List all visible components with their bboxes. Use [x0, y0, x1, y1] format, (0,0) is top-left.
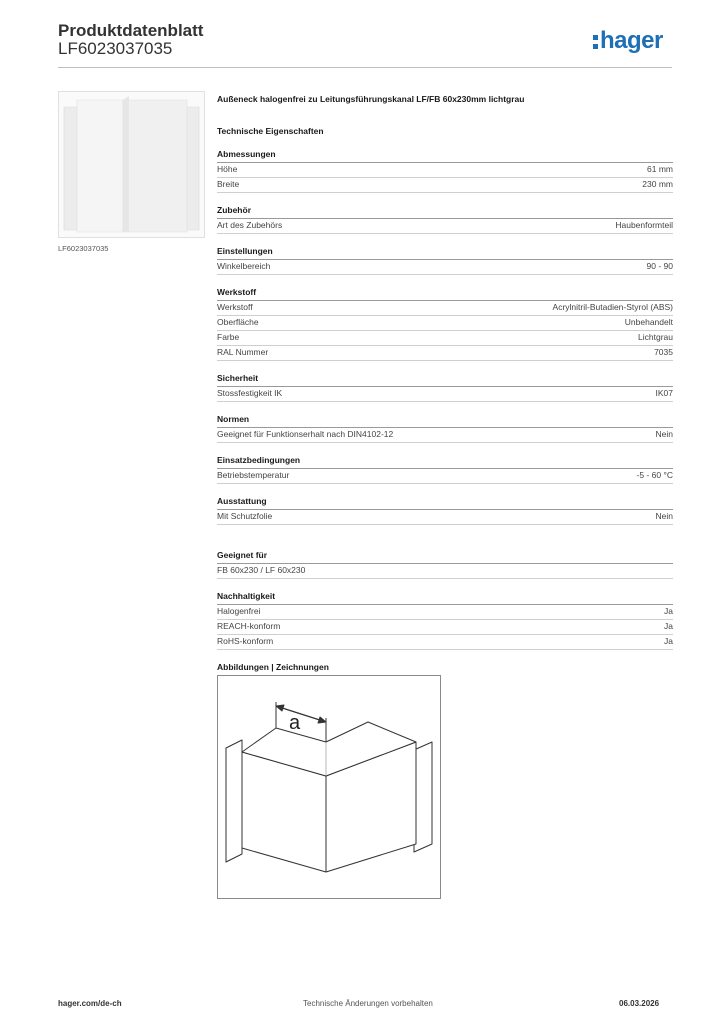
table-row [217, 605, 673, 620]
row-value: IK07 [655, 388, 673, 398]
product-description: Außeneck halogenfrei zu Leitungsführungskanal LF/FB 60x230mm lichtgrau [217, 94, 525, 104]
section-title: Abmessungen [217, 149, 673, 163]
property-section [217, 149, 673, 193]
row-label: Höhe [217, 164, 238, 174]
property-section [217, 455, 673, 484]
row-value: 230 mm [642, 179, 673, 189]
row-value: Unbehandelt [624, 317, 673, 327]
row-label: Halogenfrei [217, 606, 261, 616]
row-value: Acrylnitril-Butadien-Styrol (ABS) [552, 302, 673, 312]
row-label: Betriebstemperatur [217, 470, 290, 480]
row-value: 90 - 90 [646, 261, 673, 271]
row-value: 7035 [654, 347, 673, 357]
section-title: Nachhaltigkeit [217, 591, 673, 605]
table-row [217, 346, 673, 361]
table-row [217, 510, 673, 525]
table-row [217, 428, 673, 443]
row-value: -5 - 60 °C [636, 470, 673, 480]
table-row [217, 635, 673, 650]
table-row [217, 301, 673, 316]
dimension-label: a [289, 712, 301, 734]
footer-date: 06.03.2026 [619, 999, 660, 1008]
property-section [217, 246, 673, 275]
main-content [217, 94, 673, 672]
drawings-title: Abbildungen | Zeichnungen [217, 662, 329, 672]
header-divider [58, 67, 672, 68]
row-value: Ja [664, 636, 673, 646]
row-value: 61 mm [647, 164, 673, 174]
table-row [217, 331, 673, 346]
property-section [217, 373, 673, 402]
row-label: RAL Nummer [217, 347, 269, 357]
product-image-caption: LF6023037035 [58, 244, 109, 253]
product-image [58, 91, 205, 238]
row-value: Ja [664, 621, 673, 631]
technical-drawing [217, 675, 441, 899]
table-row [217, 316, 673, 331]
row-label: Breite [217, 179, 240, 189]
row-label: Farbe [217, 332, 240, 342]
section-title: Sicherheit [217, 373, 673, 387]
row-label: Winkelbereich [217, 261, 271, 271]
table-row [217, 260, 673, 275]
row-label: Stossfestigkeit IK [217, 388, 283, 398]
property-section [217, 287, 673, 361]
row-label: REACH-konform [217, 621, 281, 631]
product-corner-icon [59, 92, 204, 237]
corner-drawing-icon [218, 676, 440, 898]
property-section [217, 414, 673, 443]
section-title: Normen [217, 414, 673, 428]
table-row [217, 387, 673, 402]
property-section [217, 205, 673, 234]
row-value: Nein [655, 429, 673, 439]
property-section [217, 496, 673, 525]
section-title: Einstellungen [217, 246, 673, 260]
sustainability-section [217, 591, 673, 650]
footer-notice: Technische Änderungen vorbehalten [303, 999, 433, 1008]
article-number: LF6023037035 [58, 39, 173, 58]
row-value: Nein [655, 511, 673, 521]
section-title: Geeignet für [217, 550, 673, 564]
table-row [217, 163, 673, 178]
row-value: Haubenformteil [615, 220, 673, 230]
row-label: Geeignet für Funktionserhalt nach DIN4102-12 [217, 429, 394, 439]
table-row [217, 564, 673, 579]
section-title: Ausstattung [217, 496, 673, 510]
suitable-section [217, 550, 673, 579]
properties-title: Technische Eigenschaften [217, 126, 324, 136]
property-sections [217, 149, 673, 525]
row-value: Lichtgrau [638, 332, 673, 342]
row-label: Oberfläche [217, 317, 259, 327]
row-label: Werkstoff [217, 302, 253, 312]
page-title: Produktdatenblatt [58, 21, 204, 40]
row-value: Ja [664, 606, 673, 616]
row-label: Mit Schutzfolie [217, 511, 273, 521]
section-title: Zubehör [217, 205, 673, 219]
hager-logo [593, 27, 663, 55]
logo-dots-icon [593, 35, 598, 49]
table-row [217, 178, 673, 193]
footer-website-link[interactable]: hager.com/de-ch [58, 999, 122, 1008]
table-row [217, 620, 673, 635]
logo-text: hager [600, 27, 663, 54]
table-row [217, 219, 673, 234]
row-label: FB 60x230 / LF 60x230 [217, 565, 306, 575]
row-label: Art des Zubehörs [217, 220, 283, 230]
section-title: Einsatzbedingungen [217, 455, 673, 469]
section-title: Werkstoff [217, 287, 673, 301]
table-row [217, 469, 673, 484]
row-label: RoHS-konform [217, 636, 274, 646]
